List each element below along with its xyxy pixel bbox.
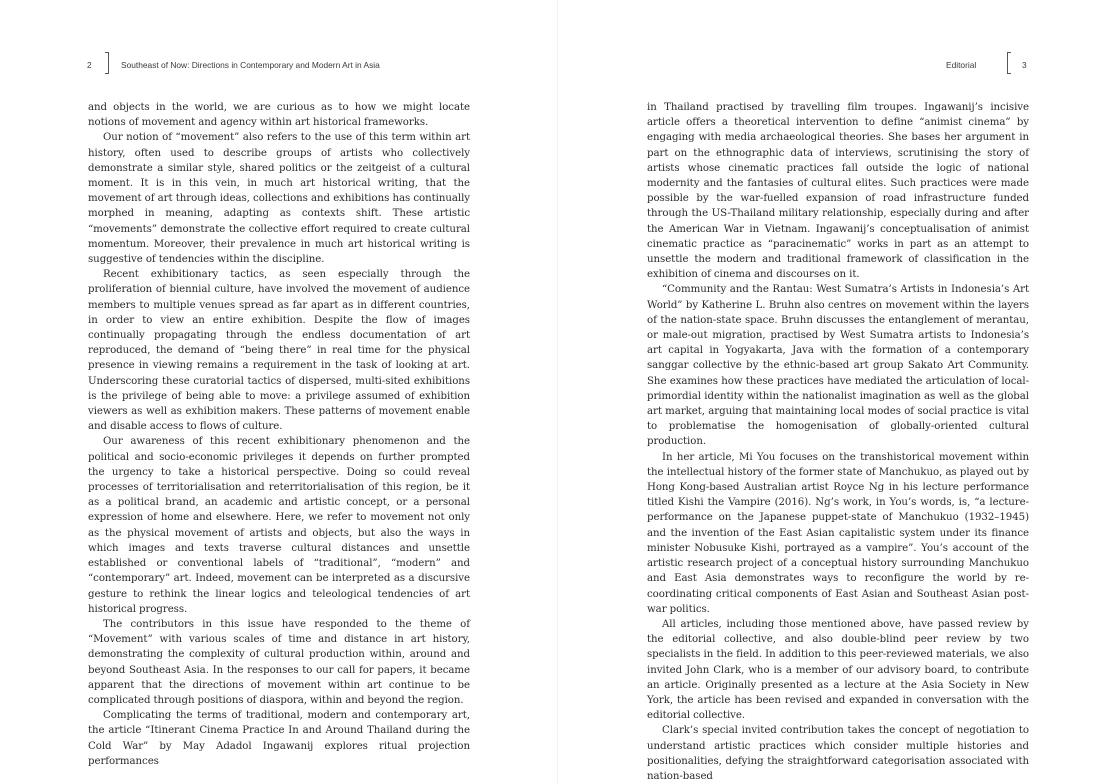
left-body-text (88, 100, 470, 769)
right-running-title: Editorial (946, 60, 977, 70)
paragraph: in Thailand practised by travelling film troupes. Ingawanij’s incisive article offers a theoretical intervention to define “animist cinema” by engaging with media archaeological theories. She bases her argument in part on the ethnographic data of interviews, scrutinising the story of artists whose cinematic practices fall outside the logic of national modernity and the fantasies of cultural elites. Such practices were made possible by the war-fuelled expansion of road infrastructure funded through the US-Thailand military relationship, especially during and after the American War in Vietnam. Ingawanij’s conceptualisation of animist cinematic practice as “paracinematic” works in part as an attempt to unsettle the modern and traditional framework of classification in the exhibition of cinema and discourses on it. (647, 102, 1029, 281)
left-page-number: 2 (87, 60, 92, 70)
paragraph: Recent exhibitionary tactics, as seen especially through the proliferation of biennial culture, have involved the movement of audience members to multiple venues spread as far apart as in different countries, in order to view an entire exhibition. Despite the flow of images continually propagating through the endless documentation of art reproduced, the demand of “being there” in real time for the physical presence in viewing remains a requirement in the task of looking at art. Underscoring these curatorial tactics of dispersed, multi-sited exhibitions is the privilege of being able to move: a privilege assumed of exhibition viewers as well as exhibition makers. These patterns of movement enable and disable access to flows of culture. (88, 269, 470, 433)
right-running-head (938, 52, 1028, 76)
paragraph: Complicating the terms of traditional, modern and contemporary art, the article “Itinerant Cinema Practice In and Around Thailand during the Cold War” by May Adadol Ingawanij explores ritual projection performances (88, 710, 470, 767)
paragraph: The contributors in this issue have responded to the theme of “Movement” with various scales of time and distance in art history, demonstrating the complexity of cultural production within, around and beyond Southeast Asia. In the responses to our call for papers, it became apparent that the directions of movement within art continue to be complicated through positions of diaspora, within and beyond the region. (88, 618, 470, 706)
right-bracket-rule (1007, 52, 1008, 74)
right-page-number: 3 (1022, 60, 1027, 70)
paragraph: and objects in the world, we are curious as to how we might locate notions of movement and agency within art historical frameworks. (88, 102, 470, 129)
left-bracket-rule (108, 52, 109, 74)
paragraph: All articles, including those mentioned above, have passed review by the editorial collective, and also double-blind peer review by two specialists in the field. In addition to this peer-reviewed materials, we also invited John Clark, who is a member of our advisory board, to contribute an article. Originally presented as a lecture at the Asia Society in New York, the article has been revised and expanded in conversation with the editorial collective. (647, 618, 1029, 722)
right-body-text (647, 100, 1029, 784)
right-page (558, 0, 1116, 784)
paragraph: In her article, Mi You focuses on the transhistorical movement within the intellectual history of the former state of Manchukuo, as played out by Hong Kong-based Australian artist Royce Ng in his lecture performance titled Kishi the Vampire (2016). Ng’s work, in You’s words, is, “a lecture-performance on the Japanese puppet-state of Manchukuo (1932–1945) and the invention of the East Asian capitalistic system under its finance minister Nobusuke Kishi, portrayed as a vampire”. You’s account of the artistic research project of a conceptual history surrounding Manchukuo and East Asia demonstrates ways to reconfigure the world by re-coordinating critical components of East Asian and Southeast Asian post-war politics. (647, 451, 1029, 615)
left-running-title: Southeast of Now: Directions in Contemporary and Modern Art in Asia (121, 60, 380, 70)
paragraph: Our awareness of this recent exhibitionary phenomenon and the political and socio-economic privileges it depends on further prompted the urgency to take a historical perspective. Doing so could reveal processes of territorialisation and reterritorialisation of this region, be it as a political brand, an academic and artistic concept, or a personal expression of home and elsewhere. Here, we refer to movement not only as the physical movement of artists and objects, but also the ways in which images and texts traverse cultural distances and unsettle established or conventional labels of “traditional”, “modern” and “contemporary” art. Indeed, movement can be interpreted as a discursive gesture to rethink the linear logics and teleological tendencies of art historical progress. (88, 436, 470, 615)
paragraph: “Community and the Rantau: West Sumatra’s Artists in Indonesia’s Art World” by Katherine L. Bruhn also centres on movement within the layers of the nation-state space. Bruhn discusses the entanglement of merantau, or male-out migration, practised by West Sumatra artists to Indonesia’s art capital in Yogyakarta, Java with the formation of a contemporary sanggar collective by the ethnic-based art group Sakato Art Community. She examines how these practices have mediated the articulation of local-primordial identity within the nationalist imagination as well as the global art market, arguing that maintaining local modes of social practice is vital to problematise the homogenisation of globally-oriented cultural production. (647, 284, 1029, 448)
paragraph: Our notion of “movement” also refers to the use of this term within art history, often used to describe groups of artists who collectively demonstrate a similar style, shared politics or the zeitgeist of a cultural moment. It is in this vein, in much art historical writing, that the movement of art through ideas, collections and exhibitions has continually morphed in meaning, adapting as contexts shift. These artistic “movements” demonstrate the collective effort required to create cultural momentum. Moreover, their prevalence in much art historical writing is suggestive of tendencies within the discipline. (88, 132, 470, 266)
left-running-head (87, 52, 477, 76)
paragraph: Clark’s special invited contribution takes the concept of negotiation to understand artistic practices which consider multiple histories and positionalities, defying the straightforward categorisation associated with nation-based (647, 725, 1029, 782)
